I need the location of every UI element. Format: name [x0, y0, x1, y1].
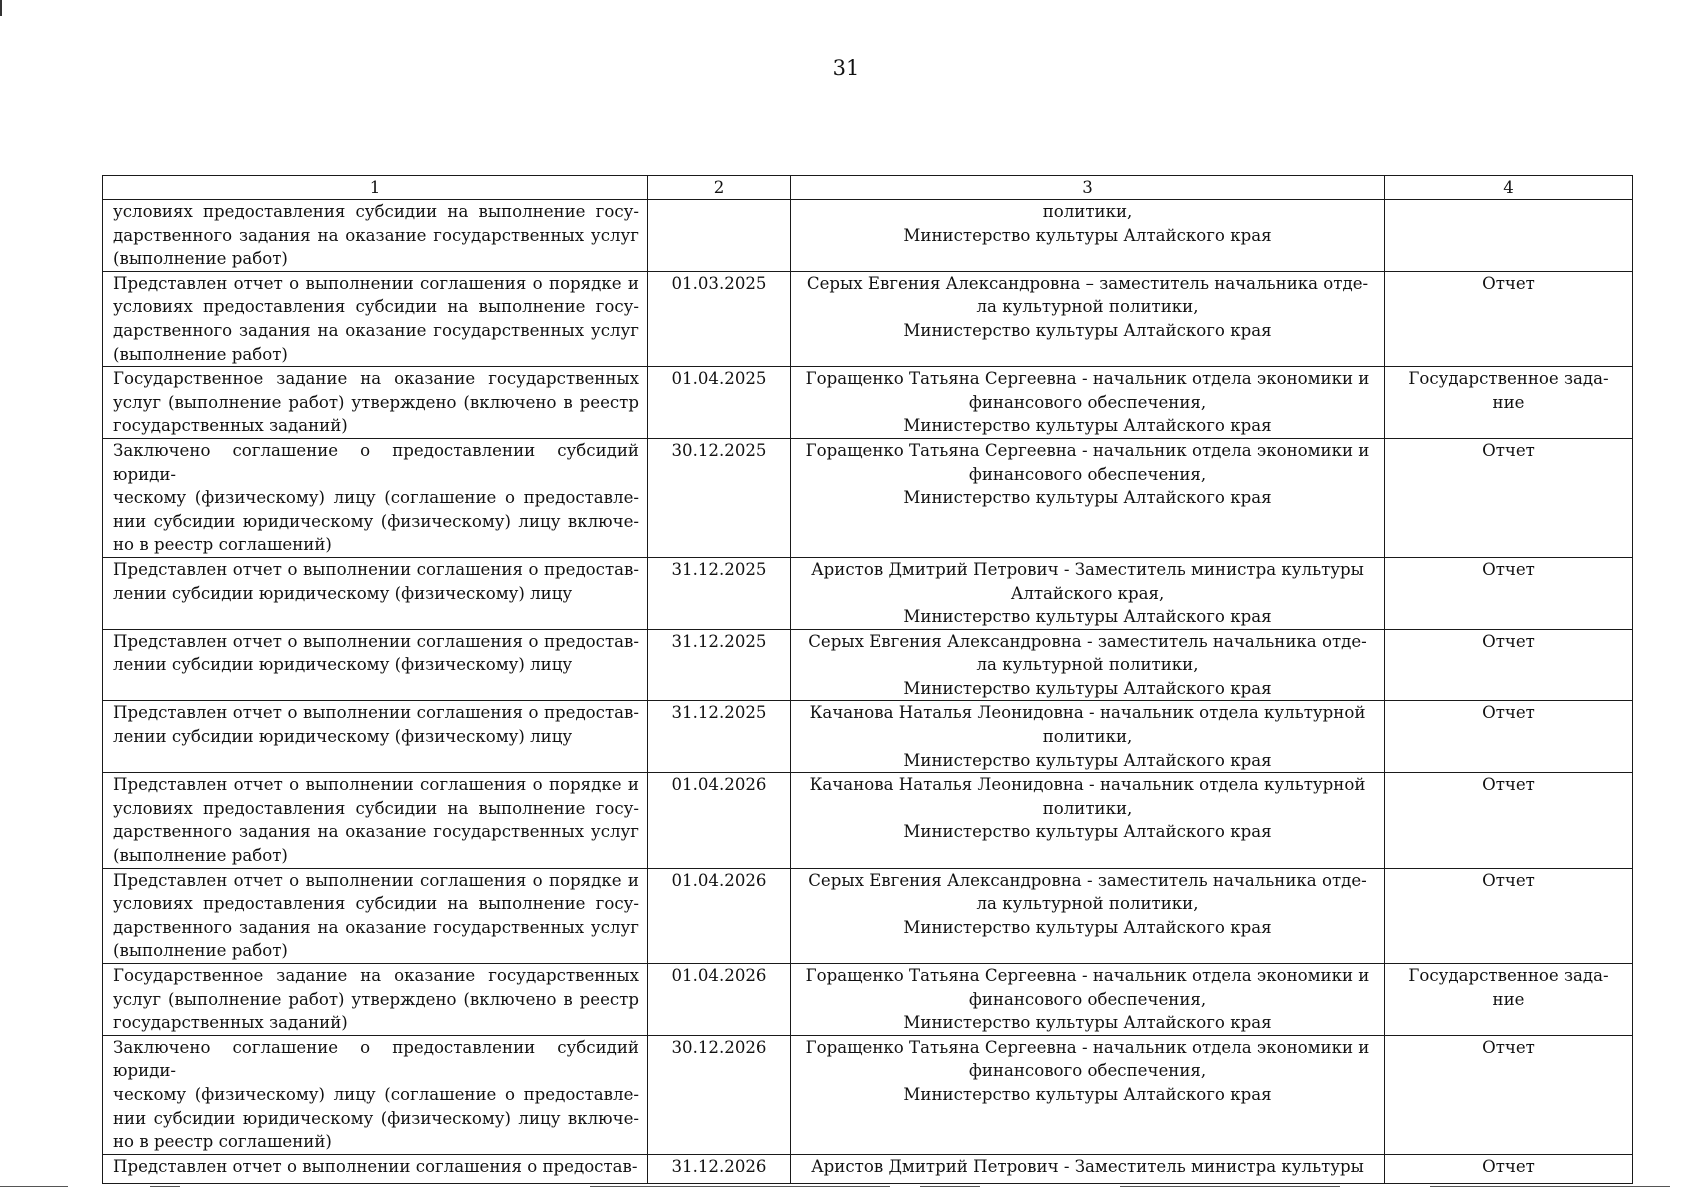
document-type-cell-line: Отчет	[1482, 1156, 1535, 1176]
document-type-cell	[1385, 964, 1633, 1036]
scan-noise-line	[920, 1186, 980, 1187]
table-row	[103, 964, 1633, 1036]
document-type-cell-line: Отчет	[1482, 273, 1535, 293]
responsible-person-cell-line: Аристов Дмитрий Петрович - Заместитель министра культуры	[811, 559, 1364, 579]
schedule-table	[102, 175, 1633, 1184]
date-cell-text: 01.04.2025	[671, 369, 767, 389]
date-cell-text: 01.04.2026	[671, 966, 767, 985]
date-cell-text: 31.12.2025	[671, 703, 767, 723]
column-header-3: 3	[791, 176, 1385, 200]
document-type-cell	[1385, 701, 1633, 773]
responsible-person-cell	[791, 629, 1385, 701]
event-description-cell-line: дарственного задания на оказание государственных услуг	[113, 320, 639, 340]
responsible-person-cell-line: Министерство культуры Алтайского края	[903, 822, 1272, 842]
responsible-person-cell	[791, 964, 1385, 1036]
event-description-cell-line: Представлен отчет о выполнении соглашения о предостав-	[113, 631, 639, 651]
document-type-cell	[1385, 1035, 1633, 1154]
date-cell-text: 30.12.2026	[671, 1037, 767, 1057]
responsible-person-cell-line: финансового обеспечения,	[968, 392, 1207, 412]
event-description-cell-line: государственных заданий)	[113, 1013, 348, 1033]
document-type-cell	[1385, 773, 1633, 868]
document-type-cell-line: ние	[1492, 989, 1525, 1009]
table-row	[103, 868, 1633, 963]
document-type-cell-line: Отчет	[1482, 775, 1535, 795]
document-type-cell-line: Государственное зада-	[1408, 966, 1609, 985]
table-row	[103, 629, 1633, 701]
responsible-person-cell-line: Министерство культуры Алтайского края	[903, 320, 1272, 340]
responsible-person-cell	[791, 557, 1385, 629]
responsible-person-cell-line: финансового обеспечения,	[968, 1061, 1207, 1081]
event-description-cell-line: но в реестр соглашений)	[113, 1132, 332, 1152]
responsible-person-cell	[791, 773, 1385, 868]
date-cell	[648, 438, 791, 557]
responsible-person-cell-line: Горащенко Татьяна Сергеевна - начальник отдела экономики и	[805, 440, 1370, 460]
event-description-cell-line: лении субсидии юридическому (физическому) лицу	[113, 727, 573, 747]
responsible-person-cell-line: Министерство культуры Алтайского края	[903, 225, 1272, 245]
event-description-cell-line: Представлен отчет о выполнении соглашения о порядке и	[113, 870, 639, 890]
event-description-cell	[103, 1154, 648, 1183]
event-description-cell-line: услуг (выполнение работ) утверждено (включено в реестр	[113, 392, 639, 412]
event-description-cell-line: условиях предоставления субсидии на выполнение госу-	[113, 798, 639, 818]
responsible-person-cell-line: Горащенко Татьяна Сергеевна - начальник отдела экономики и	[805, 1037, 1370, 1057]
event-description-cell	[103, 557, 648, 629]
event-description-cell-line: Представлен отчет о выполнении соглашения о предостав-	[113, 703, 639, 723]
date-cell-text: 01.03.2025	[671, 273, 767, 293]
responsible-person-cell-line: Министерство культуры Алтайского края	[903, 416, 1272, 436]
event-description-cell-line: дарственного задания на оказание государственных услуг	[113, 225, 639, 245]
date-cell	[648, 1154, 791, 1183]
page-number: 31	[832, 56, 860, 80]
event-description-cell	[103, 367, 648, 439]
event-description-cell-line: лении субсидии юридическому (физическому) лицу	[113, 655, 573, 675]
responsible-person-cell	[791, 438, 1385, 557]
event-description-cell-line: условиях предоставления субсидии на выполнение госу-	[113, 297, 639, 317]
table-row	[103, 438, 1633, 557]
responsible-person-cell-line: финансового обеспечения,	[968, 989, 1207, 1009]
event-description-cell	[103, 271, 648, 366]
responsible-person-cell-line: Министерство культуры Алтайского края	[903, 917, 1272, 937]
responsible-person-cell-line: Министерство культуры Алтайского края	[903, 488, 1272, 508]
responsible-person-cell-line: политики,	[1042, 727, 1133, 747]
date-cell-text: 30.12.2025	[671, 440, 767, 460]
event-description-cell-line: Государственное задание на оказание государственных	[113, 966, 639, 985]
event-description-cell-line: Представлен отчет о выполнении соглашения о порядке и	[113, 775, 639, 795]
responsible-person-cell	[791, 200, 1385, 272]
event-description-cell-line: (выполнение работ)	[113, 941, 288, 961]
responsible-person-cell	[791, 1154, 1385, 1183]
document-type-cell-line: Отчет	[1482, 1037, 1535, 1057]
responsible-person-cell-line: Серых Евгения Александровна - заместитель начальника отде-	[808, 631, 1367, 651]
responsible-person-cell-line: политики,	[1042, 798, 1133, 818]
table-row	[103, 367, 1633, 439]
scan-noise-line	[590, 1186, 890, 1187]
event-description-cell-line: Представлен отчет о выполнении соглашения о предостав-	[113, 559, 639, 579]
event-description-cell-line: ческому (физическому) лицу (соглашение о предоставле-	[113, 1084, 639, 1104]
document-type-cell-line: Отчет	[1482, 440, 1535, 460]
event-description-cell	[103, 1035, 648, 1154]
date-cell-text: 31.12.2026	[671, 1156, 767, 1176]
responsible-person-cell-line: Серых Евгения Александровна - заместитель начальника отде-	[808, 870, 1367, 890]
responsible-person-cell	[791, 367, 1385, 439]
event-description-cell	[103, 200, 648, 272]
responsible-person-cell	[791, 868, 1385, 963]
date-cell	[648, 367, 791, 439]
event-description-cell-line: Заключено соглашение о предоставлении субсидий юриди-	[113, 1037, 639, 1081]
scan-noise-line	[1120, 1186, 1340, 1187]
scan-edge-mark	[0, 0, 2, 16]
document-type-cell	[1385, 438, 1633, 557]
responsible-person-cell-line: Министерство культуры Алтайского края	[903, 678, 1272, 698]
document-type-cell-line: Отчет	[1482, 870, 1535, 890]
responsible-person-cell-line: ла культурной политики,	[976, 655, 1199, 675]
column-header-1: 1	[103, 176, 648, 200]
event-description-cell-line: Государственное задание на оказание государственных	[113, 369, 639, 389]
responsible-person-cell-line: финансового обеспечения,	[968, 464, 1207, 484]
table-row	[103, 773, 1633, 868]
event-description-cell-line: дарственного задания на оказание государственных услуг	[113, 917, 639, 937]
date-cell	[648, 200, 791, 272]
event-description-cell-line: ческому (физическому) лицу (соглашение о предоставле-	[113, 488, 639, 508]
event-description-cell	[103, 964, 648, 1036]
date-cell-text: 01.04.2026	[671, 870, 767, 890]
event-description-cell	[103, 438, 648, 557]
event-description-cell-line: Заключено соглашение о предоставлении субсидий юриди-	[113, 440, 639, 484]
table-row	[103, 1035, 1633, 1154]
responsible-person-cell	[791, 271, 1385, 366]
event-description-cell	[103, 868, 648, 963]
column-header-2: 2	[648, 176, 791, 200]
event-description-cell-line: государственных заданий)	[113, 416, 348, 436]
table-row	[103, 271, 1633, 366]
event-description-cell-line: нии субсидии юридическому (физическому) лицу включе-	[113, 511, 639, 531]
table-row	[103, 1154, 1633, 1183]
event-description-cell-line: (выполнение работ)	[113, 344, 288, 364]
table-row	[103, 557, 1633, 629]
table-body	[103, 200, 1633, 1184]
event-description-cell-line: услуг (выполнение работ) утверждено (включено в реестр	[113, 989, 639, 1009]
document-type-cell	[1385, 200, 1633, 272]
date-cell	[648, 557, 791, 629]
document-type-cell	[1385, 271, 1633, 366]
document-type-cell-line: ние	[1492, 392, 1525, 412]
document-type-cell	[1385, 1154, 1633, 1183]
date-cell-text: 31.12.2025	[671, 631, 767, 651]
date-cell	[648, 629, 791, 701]
document-type-cell-line: Отчет	[1482, 703, 1535, 723]
event-description-cell-line: условиях предоставления субсидии на выполнение госу-	[113, 894, 639, 914]
document-type-cell-line: Государственное зада-	[1408, 369, 1609, 389]
table-row	[103, 200, 1633, 272]
column-header-4: 4	[1385, 176, 1633, 200]
document-type-cell	[1385, 367, 1633, 439]
document-type-cell	[1385, 868, 1633, 963]
scan-noise-line	[1430, 1186, 1670, 1187]
responsible-person-cell-line: Качанова Наталья Леонидовна - начальник отдела культурной	[809, 775, 1366, 795]
responsible-person-cell-line: Аристов Дмитрий Петрович - Заместитель министра культуры	[811, 1156, 1364, 1176]
document-type-cell-line: Отчет	[1482, 631, 1535, 651]
responsible-person-cell	[791, 1035, 1385, 1154]
date-cell-text: 01.04.2026	[671, 775, 767, 795]
date-cell	[648, 271, 791, 366]
responsible-person-cell-line: Алтайского края,	[1010, 583, 1165, 603]
event-description-cell	[103, 701, 648, 773]
responsible-person-cell-line: ла культурной политики,	[976, 894, 1199, 914]
responsible-person-cell-line: Горащенко Татьяна Сергеевна - начальник отдела экономики и	[805, 966, 1370, 985]
responsible-person-cell-line: ла культурной политики,	[976, 297, 1199, 317]
responsible-person-cell-line: Горащенко Татьяна Сергеевна - начальник отдела экономики и	[805, 369, 1370, 389]
event-description-cell-line: условиях предоставления субсидии на выполнение госу-	[113, 202, 639, 221]
event-description-cell	[103, 773, 648, 868]
date-cell	[648, 773, 791, 868]
event-description-cell-line: (выполнение работ)	[113, 846, 288, 866]
responsible-person-cell-line: политики,	[1042, 202, 1133, 221]
responsible-person-cell-line: Министерство культуры Алтайского края	[903, 750, 1272, 770]
date-cell	[648, 1035, 791, 1154]
table-header-row	[103, 176, 1633, 200]
table-row	[103, 701, 1633, 773]
responsible-person-cell-line: Качанова Наталья Леонидовна - начальник отдела культурной	[809, 703, 1366, 723]
event-description-cell-line: лении субсидии юридическому (физическому) лицу	[113, 583, 573, 603]
date-cell-text: 31.12.2025	[671, 559, 767, 579]
event-description-cell-line: (выполнение работ)	[113, 249, 288, 269]
event-description-cell-line: но в реестр соглашений)	[113, 535, 332, 555]
event-description-cell-line: дарственного задания на оказание государственных услуг	[113, 822, 639, 842]
event-description-cell	[103, 629, 648, 701]
date-cell	[648, 701, 791, 773]
responsible-person-cell	[791, 701, 1385, 773]
responsible-person-cell-line: Министерство культуры Алтайского края	[903, 1084, 1272, 1104]
responsible-person-cell-line: Министерство культуры Алтайского края	[903, 607, 1272, 627]
document-type-cell	[1385, 629, 1633, 701]
responsible-person-cell-line: Министерство культуры Алтайского края	[903, 1013, 1272, 1033]
scan-noise-line	[150, 1186, 180, 1187]
event-description-cell-line: Представлен отчет о выполнении соглашения о предостав-	[113, 1156, 638, 1176]
document-type-cell-line: Отчет	[1482, 559, 1535, 579]
event-description-cell-line: Представлен отчет о выполнении соглашения о порядке и	[113, 273, 639, 293]
date-cell	[648, 868, 791, 963]
scan-noise-line	[0, 1186, 68, 1187]
document-type-cell	[1385, 557, 1633, 629]
event-description-cell-line: нии субсидии юридическому (физическому) лицу включе-	[113, 1108, 639, 1128]
responsible-person-cell-line: Серых Евгения Александровна – заместитель начальника отде-	[806, 273, 1369, 293]
date-cell	[648, 964, 791, 1036]
